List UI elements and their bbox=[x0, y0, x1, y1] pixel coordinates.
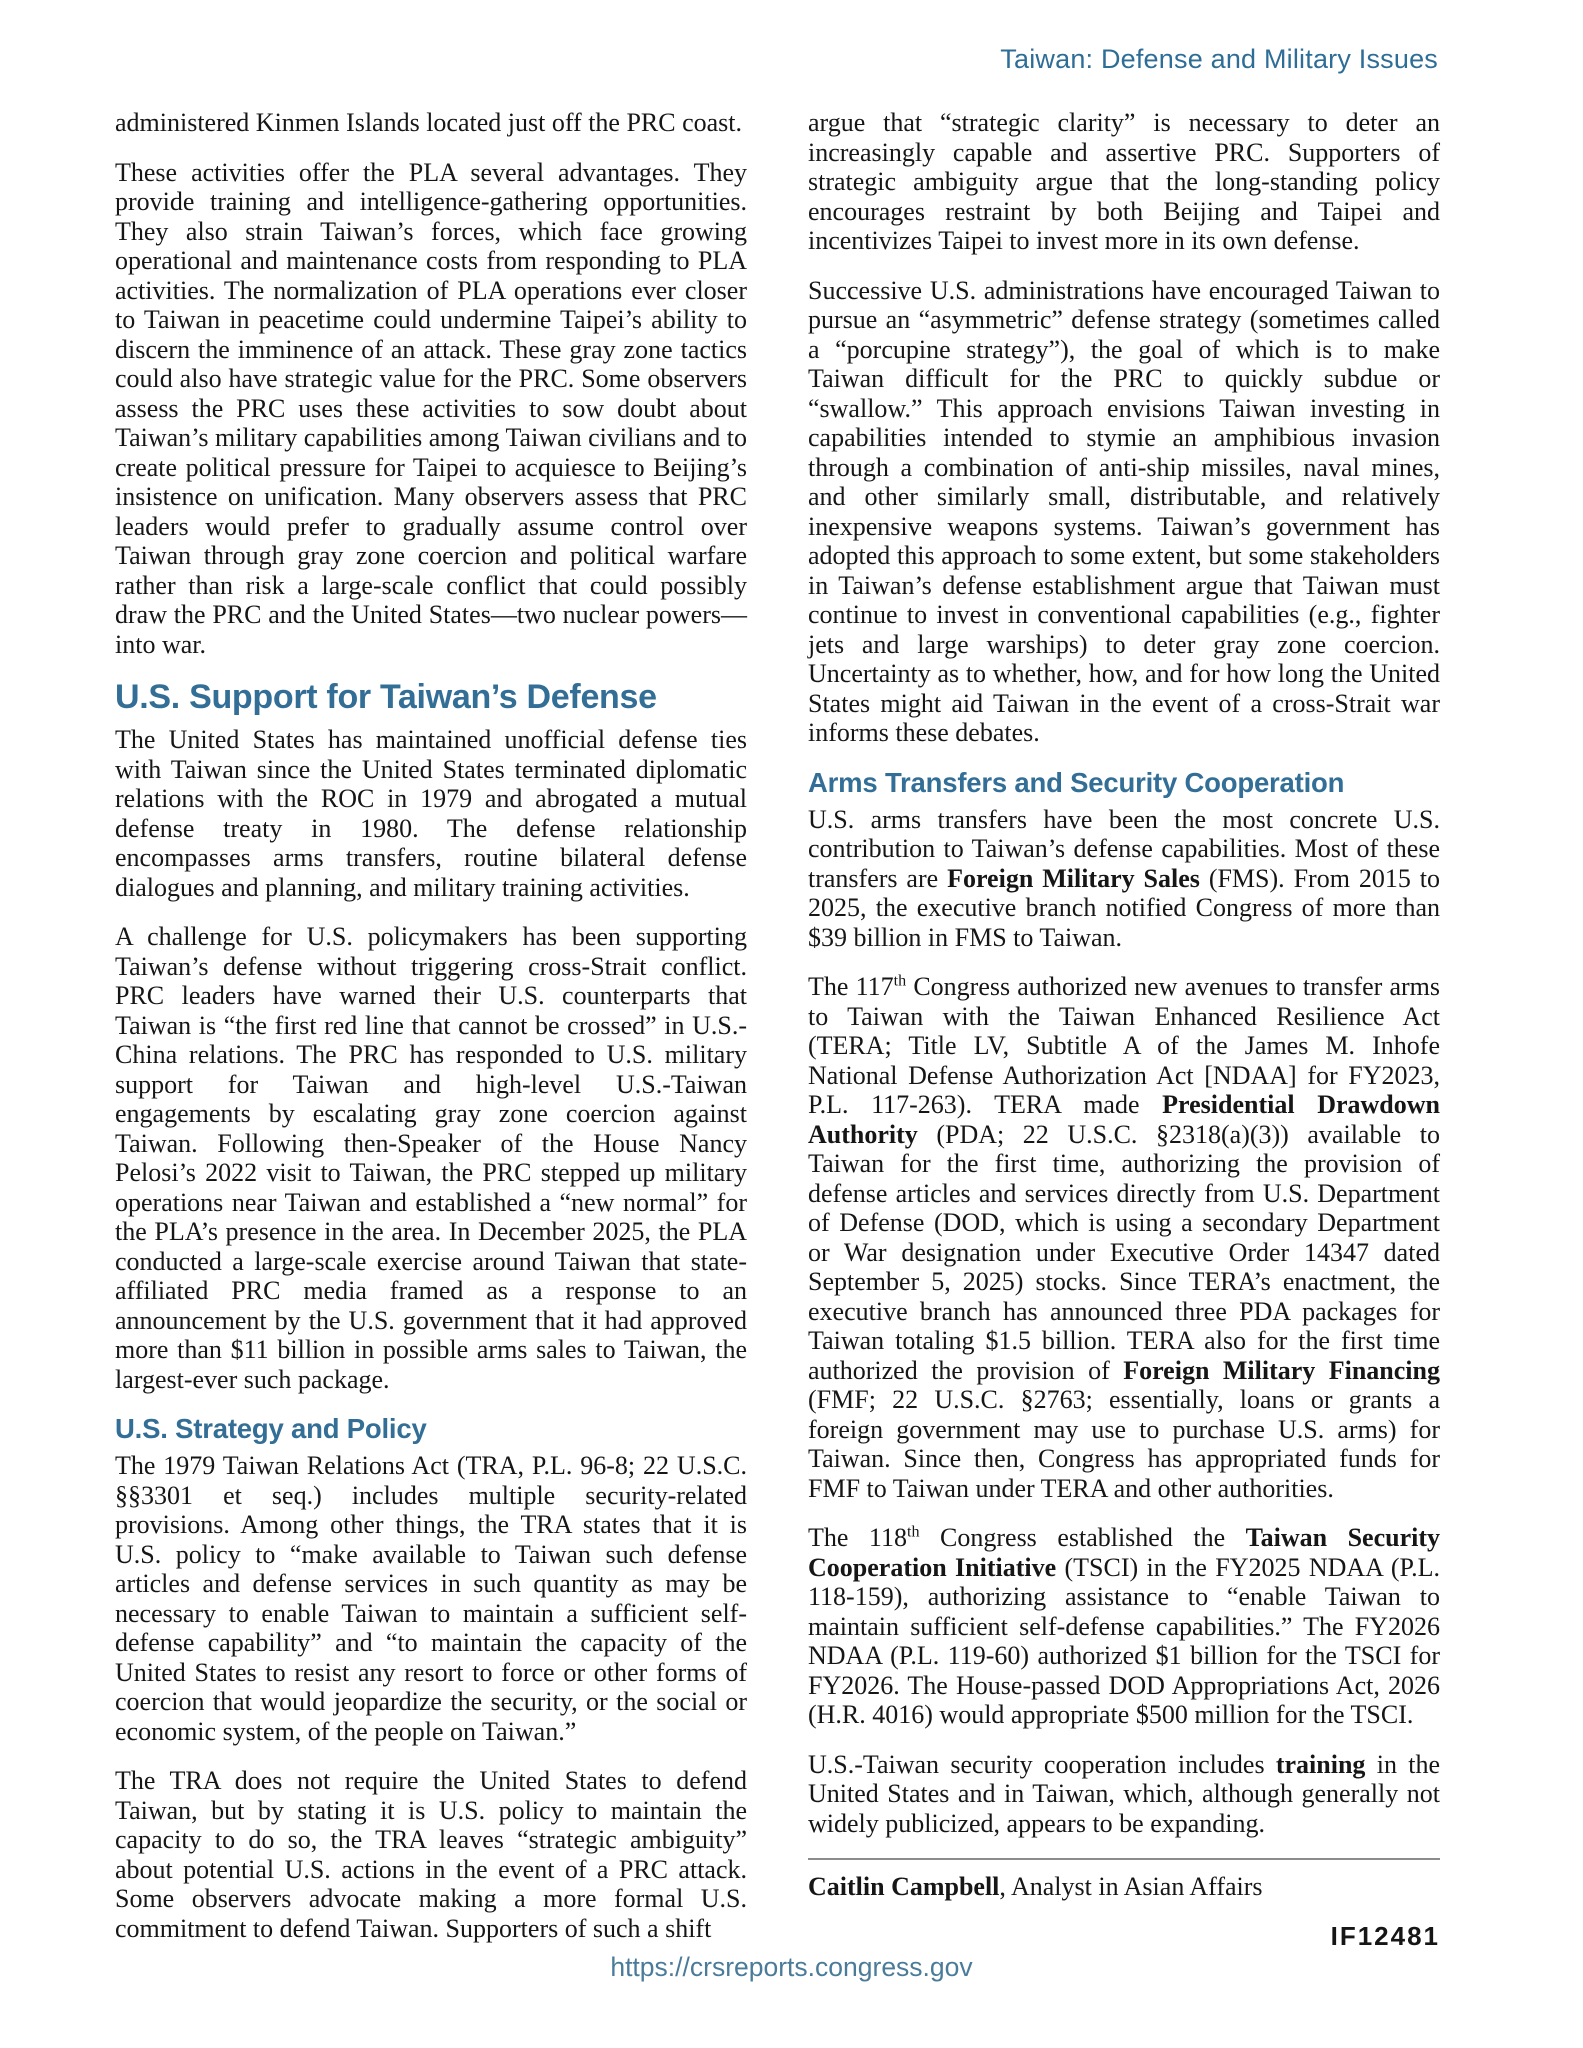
subsection-heading-arms-transfers: Arms Transfers and Security Cooperation bbox=[808, 766, 1345, 798]
paragraph-fms: U.S. arms transfers have been the most concrete U.S. contribution to Taiwan’s defense capabilities. Most of these transfers are Foreign Military Sales (FMS). From 2015 to 2025, the executive branch notified Congress of more than $39 billion in FMS to Taiwan. bbox=[808, 804, 1440, 952]
paragraph-strategic-ambiguity: The TRA does not require the United States to defend Taiwan, but by stating it is U.S. policy to maintain the capacity to do so, the TRA leaves “strategic ambiguity” about potential U.S. actions in the event of a PRC attack. Some observers advocate making a more formal U.S. commitment to defend Taiwan. Supporters of such a shift bbox=[115, 1766, 747, 1943]
paragraph-asymmetric-strategy: Successive U.S. administrations have encouraged Taiwan to pursue an “asymmetric” defense strategy (sometimes called a “porcupine strategy”), the goal of which is to make Taiwan difficult for the PRC to quickly subdue or “swallow.” This approach envisions Taiwan investing in capabilities intended to stymie an amphibious invasion through a combination of anti-ship missiles, naval mines, and other similarly small, distributable, and relatively inexpensive weapons systems. Taiwan’s government has adopted this approach to some extent, but some stakeholders in Taiwan’s defense establishment argue that Taiwan must continue to invest in conventional capabilities (e.g., fighter jets and large warships) to deter gray zone coercion. Uncertainty as to whether, how, and for how long the United States might aid Taiwan in the event of a cross-Strait war informs these debates. bbox=[808, 275, 1440, 747]
paragraph-gray-zone: These activities offer the PLA several advantages. They provide training and intelligence-gathering opportunities. They also strain Taiwan’s forces, which face growing operational and maintenance costs from responding to PLA activities. The normalization of PLA operations ever closer to Taiwan in peacetime could undermine Taipei’s ability to discern the imminence of an attack. These gray zone tactics could also have strategic value for the PRC. Some observers assess the PRC uses these activities to sow doubt about Taiwan’s military capabilities among Taiwan civilians and to create political pressure for Taipei to acquiesce to Beijing’s insistence on unification. Many observers assess that PRC leaders would prefer to gradually assume control over Taiwan through gray zone coercion and political warfare rather than risk a large-scale conflict that could possibly draw the PRC and the United States—two nuclear powers—into war. bbox=[115, 157, 747, 659]
paragraph-tra: The 1979 Taiwan Relations Act (TRA, P.L. 96-8; 22 U.S.C. §§3301 et seq.) includes multiple security-related provisions. Among other things, the TRA states that it is U.S. policy to “make available to Taiwan such defense articles and defense services in such quantity as may be necessary to enable Taiwan to maintain a sufficient self-defense capability” and “to maintain the capacity of the United States to resist any resort to force or other forms of coercion that would jeopardize the security, or the social or economic system, of the people on Taiwan.” bbox=[115, 1451, 747, 1746]
paragraph-tera: The 117th Congress authorized new avenues to transfer arms to Taiwan with the Taiwan Enhanced Resilience Act (TERA; Title LV, Subtitle A of the James M. Inhofe National Defense Authorization Act [NDAA] for FY2023, P.L. 117-263). TERA made Presidential Drawdown Authority (PDA; 22 U.S.C. §2318(a)(3)) available to Taiwan for the first time, authorizing the provision of defense articles and services directly from U.S. Department of Defense (DOD, which is using a secondary Department or War designation under Executive Order 14347 dated September 5, 2025) stocks. Since TERA’s enactment, the executive branch has announced three PDA packages for Taiwan totaling $1.5 billion. TERA also for the first time authorized the provision of Foreign Military Financing (FMF; 22 U.S.C. §2763; essentially, loans or grants a foreign government may use to purchase U.S. arms) for Taiwan. Since then, Congress has appropriated funds for FMF to Taiwan under TERA and other authorities. bbox=[808, 972, 1440, 1503]
paragraph-strategic-clarity: argue that “strategic clarity” is necessary to deter an increasingly capable and assertive PRC. Supporters of strategic ambiguity argue that the long-standing policy encourages restraint by both Beijing and Taipei and incentivizes Taipei to invest more in its own defense. bbox=[808, 108, 1440, 255]
paragraph-unofficial-ties: The United States has maintained unofficial defense ties with Taiwan since the United States terminated diplomatic relations with the ROC in 1979 and abrogated a mutual defense treaty in 1980. The defense relationship encompasses arms transfers, routine bilateral defense dialogues and planning, and military training activities. bbox=[115, 725, 747, 902]
author-line bbox=[808, 1872, 1440, 1902]
product-code: IF12481 bbox=[1330, 1920, 1440, 1951]
footer-url-link[interactable]: https://crsreports.congress.gov bbox=[610, 1952, 973, 1982]
author-divider bbox=[808, 1858, 1440, 1860]
left-column bbox=[115, 108, 747, 1963]
paragraph-continuation: administered Kinmen Islands located just off the PRC coast. bbox=[115, 108, 743, 137]
paragraph-challenge: A challenge for U.S. policymakers has been supporting Taiwan’s defense without triggering cross-Strait conflict. PRC leaders have warned their U.S. counterparts that Taiwan is “the first red line that cannot be crossed” in U.S.-China relations. The PRC has responded to U.S. military support for Taiwan and high-level U.S.-Taiwan engagements by escalating gray zone coercion against Taiwan. Following then-Speaker of the House Nancy Pelosi’s 2022 visit to Taiwan, the PRC stepped up military operations near Taiwan and established a “new normal” for the PLA’s presence in the area. In December 2025, the PLA conducted a large-scale exercise around Taiwan that state-affiliated PRC media framed as a response to an announcement by the U.S. government that it had approved more than $11 billion in possible arms sales to Taiwan, the largest-ever such package. bbox=[115, 922, 747, 1394]
subsection-heading-strategy-policy: U.S. Strategy and Policy bbox=[115, 1413, 427, 1444]
right-column bbox=[808, 108, 1440, 1951]
section-heading-us-support: U.S. Support for Taiwan’s Defense bbox=[115, 678, 657, 716]
author-title: , Analyst in Asian Affairs bbox=[999, 1872, 1263, 1901]
page-header-title: Taiwan: Defense and Military Issues bbox=[1000, 44, 1438, 74]
author-name: Caitlin Campbell bbox=[808, 1872, 1000, 1901]
page-footer bbox=[0, 1952, 1583, 1983]
paragraph-tsci: The 118th Congress established the Taiwan Security Cooperation Initiative (TSCI) in the FY2025 NDAA (P.L. 118-159), authorizing assistance to “enable Taiwan to maintain sufficient self-defense capabilities.” The FY2026 NDAA (P.L. 119-60) authorized $1 billion for the TSCI for FY2026. The House-passed DOD Appropriations Act, 2026 (H.R. 4016) would appropriate $500 million for the TSCI. bbox=[808, 1523, 1441, 1729]
paragraph-training: U.S.-Taiwan security cooperation includes training in the United States and in Taiwan, which, although generally not widely publicized, appears to be expanding. bbox=[808, 1749, 1440, 1838]
